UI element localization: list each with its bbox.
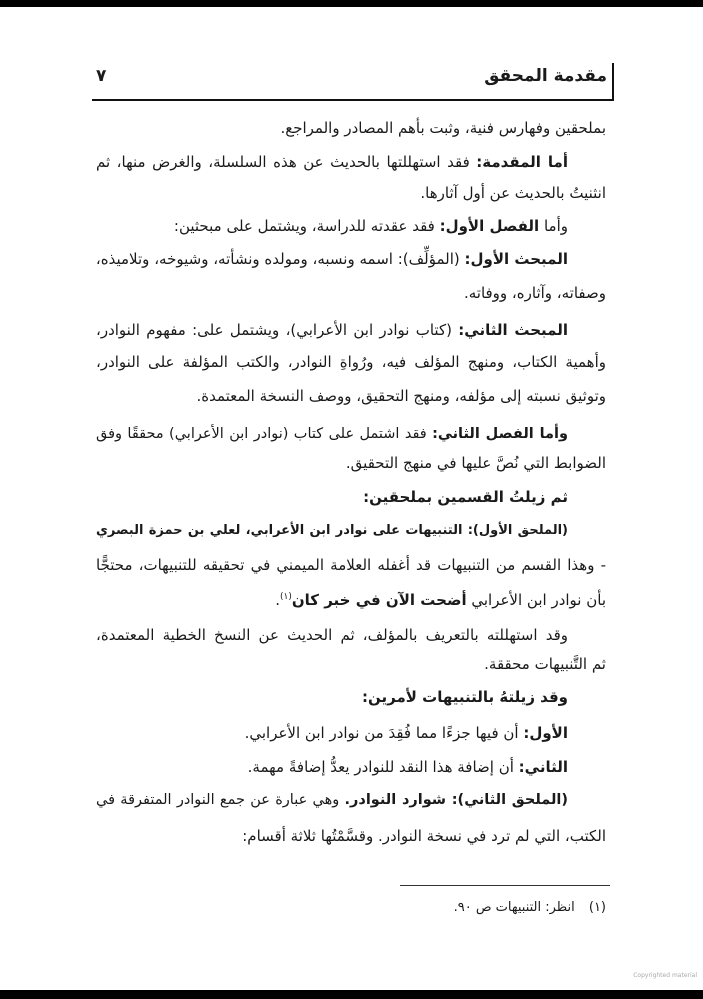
text-segment: وأهمية الكتاب، ومنهج المؤلف فيه، ورُواةِ النوادر، والكتب المؤلفة على النوادر،: [96, 353, 606, 371]
text-line: [96, 520, 606, 542]
bold-text: الأول:: [523, 724, 568, 742]
text-segment: أن فيها جزءًا مما فُقِدَ من نوادر ابن الأعرابي.: [244, 724, 524, 742]
text-segment: بملحقين وفهارس فنية، وثبت بأهم المصادر والمراجع.: [280, 119, 606, 137]
text-segment: وصفاته، وآثاره، ووفاته.: [463, 284, 606, 302]
bold-text: (الملحق الثاني): شوارد النوادر.: [344, 792, 568, 808]
bottom-border: [0, 990, 703, 999]
text-segment: (المؤلِّف): اسمه ونسبه، ومولده ونشأته، وشيوخه، وتلاميذه،: [95, 250, 465, 268]
text-line: [96, 554, 606, 576]
text-segment: وتوثيق نسبته إلى مؤلفه، ومنهج التحقيق، ووصف النسخة المعتمدة.: [196, 387, 606, 405]
bold-text: أما المقدمة:: [476, 153, 568, 171]
text-line: [96, 385, 606, 407]
footnote-rule: [400, 885, 610, 886]
text-line: [96, 789, 606, 811]
text-segment: (كتاب نوادر ابن الأعرابي)، ويشتمل على: مفهوم النوادر،: [96, 321, 459, 339]
text-line: [96, 215, 606, 237]
text-line: [96, 825, 606, 847]
header-vertical-bar: [612, 63, 614, 101]
text-line: [96, 351, 606, 373]
bold-text: المبحث الأول:: [464, 250, 568, 268]
bold-text: الفصل الأول:: [439, 217, 540, 235]
text-line: [96, 182, 606, 204]
text-line: [96, 117, 606, 139]
text-segment: ثم التَّنبيهات محققة.: [484, 655, 606, 673]
footnote: [454, 900, 606, 915]
text-segment: .: [275, 591, 280, 609]
text-segment: وأما: [539, 217, 568, 235]
bold-text: وأما الفصل الثاني:: [432, 426, 568, 442]
bold-text: الثاني:: [518, 758, 568, 776]
top-border: [0, 0, 703, 7]
text-line: [96, 722, 606, 744]
text-segment: انثنيتُ بالحديث عن أول آثارها.: [420, 184, 606, 202]
text-line: [96, 282, 606, 304]
watermark: Copyrighted material: [633, 972, 697, 979]
text-line: [96, 423, 606, 445]
text-segment: فقد استهللتها بالحديث عن هذه السلسلة، والغرض منها، ثم: [96, 153, 477, 171]
text-segment: بأن نوادر ابن الأعرابي: [466, 591, 606, 609]
text-line: [96, 686, 606, 708]
page-number: ٧: [96, 66, 107, 86]
text-segment: الضوابط التي نُصَّ عليها في منهج التحقيق.: [345, 454, 606, 472]
text-line: [96, 151, 606, 173]
bold-text: ثم زيلتُ القسمين بملحقين:: [363, 488, 568, 506]
footnote-text: انظر: التنبيهات ص ٩٠.: [453, 900, 575, 915]
text-segment: - وهذا القسم من التنبيهات قد أغفله العلامة الميمني في تحقيقه للتنبيهات، محتجًّا: [96, 556, 606, 574]
text-segment: وقد استهللته بالتعريف بالمؤلف، ثم الحديث عن النسخ الخطية المعتمدة،: [96, 626, 568, 644]
running-header-title: مقدمة المحقق: [484, 66, 607, 86]
text-segment: الكتب، التي لم ترد في نسخة النوادر. وقسَّمْتُها ثلاثة أقسام:: [242, 827, 606, 845]
text-segment: فقد عقدته للدراسة، ويشتمل على مبحثين:: [173, 217, 440, 235]
header-rule: [92, 99, 614, 101]
footnote-reference[interactable]: (١): [279, 592, 292, 602]
text-segment: وهي عبارة عن جمع النوادر المتفرقة في: [96, 792, 345, 808]
text-line: [96, 452, 606, 474]
text-line: [96, 248, 606, 270]
text-line: [96, 653, 606, 675]
footnote-number: (١): [588, 900, 606, 915]
bold-text: (الملحق الأول): التنبيهات على نوادر ابن الأعرابي، لعلي بن حمزة البصري: [96, 523, 568, 538]
bold-text: أضحت الآن في خبر كان: [291, 591, 467, 609]
text-line: [96, 486, 606, 508]
text-segment: فقد اشتمل على كتاب (نوادر ابن الأعرابي) محققًا وفق: [96, 426, 433, 442]
text-line: [96, 756, 606, 778]
bold-text: وقد زيلتهُ بالتنبيهات لأمرين:: [361, 688, 568, 706]
text-segment: أن إضافة هذا النقد للنوادر يعدُّ إضافةً مهمة.: [247, 758, 519, 776]
bold-text: المبحث الثاني:: [458, 321, 569, 339]
text-line: [96, 319, 606, 341]
text-line: [96, 624, 606, 646]
text-line: [96, 586, 606, 611]
